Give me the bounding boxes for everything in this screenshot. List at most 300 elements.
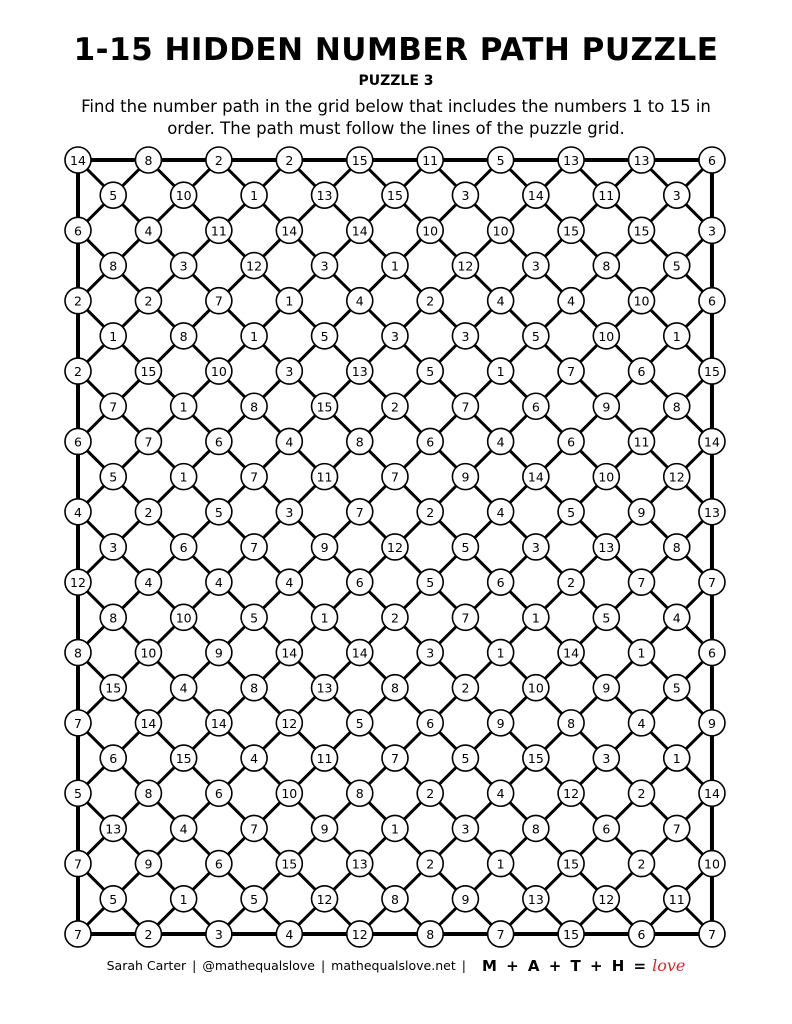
grid-node-center [523, 393, 549, 419]
node-number: 10 [598, 469, 615, 485]
grid-node-center [312, 393, 338, 419]
node-number: 12 [316, 891, 333, 907]
grid-node-center [593, 745, 619, 771]
puzzle-subtitle: PUZZLE 3 [358, 73, 434, 89]
grid-node-center [312, 323, 338, 349]
grid-node-corner [276, 147, 302, 173]
grid-node-corner [65, 640, 91, 666]
grid-node-corner [629, 147, 655, 173]
node-number: 15 [633, 223, 650, 239]
grid-node-corner [135, 217, 161, 243]
grid-node-center [593, 323, 619, 349]
node-number: 10 [140, 645, 157, 661]
grid-node-corner [699, 358, 725, 384]
grid-node-corner [347, 921, 373, 947]
node-number: 9 [214, 645, 223, 661]
grid-node-corner [699, 288, 725, 314]
grid-node-center [241, 745, 267, 771]
grid-node-center [241, 393, 267, 419]
grid-node-corner [135, 780, 161, 806]
grid-node-center [100, 393, 126, 419]
node-number: 4 [144, 575, 153, 591]
grid-node-corner [488, 710, 514, 736]
grid-node-corner [276, 851, 302, 877]
grid-node-center [100, 323, 126, 349]
node-number: 8 [74, 645, 82, 661]
node-number: 3 [531, 258, 540, 274]
grid-node-corner [699, 569, 725, 595]
grid-node-center [452, 182, 478, 208]
grid-node-corner [135, 569, 161, 595]
footer-author: Sarah Carter [106, 958, 187, 973]
node-number: 14 [351, 223, 368, 239]
node-number: 1 [250, 328, 259, 344]
grid-node-center [593, 886, 619, 912]
node-number: 7 [250, 539, 259, 555]
footer-separator: | [192, 958, 197, 973]
node-number: 2 [426, 856, 435, 872]
grid-node-corner [558, 569, 584, 595]
node-number: 15 [316, 399, 333, 415]
node-number: 14 [140, 715, 157, 731]
node-number: 11 [633, 434, 650, 450]
grid-node-corner [488, 780, 514, 806]
grid-node-center [452, 253, 478, 279]
grid-node-center [312, 534, 338, 560]
node-number: 12 [387, 539, 403, 555]
page-title: 1-15 HIDDEN NUMBER PATH PUZZLE [73, 32, 719, 68]
node-number: 10 [175, 188, 192, 204]
node-number: 11 [316, 469, 333, 485]
node-number: 13 [598, 539, 615, 555]
instructions: Find the number path in the grid below that includes the numbers 1 to 15 in order. The path must follow the lines of the puzzle grid. [81, 97, 711, 138]
grid-node-corner [417, 147, 443, 173]
grid-node-corner [488, 640, 514, 666]
grid-node-corner [629, 710, 655, 736]
node-number: 12 [563, 786, 580, 802]
node-number: 4 [496, 293, 505, 309]
node-number: 2 [391, 610, 399, 626]
grid-node-corner [276, 569, 302, 595]
node-number: 1 [391, 258, 399, 274]
grid-node-corner [276, 921, 302, 947]
node-number: 12 [598, 891, 615, 907]
node-number: 6 [531, 399, 540, 415]
footer-website: mathequalslove.net [331, 958, 456, 973]
node-number: 1 [179, 399, 188, 415]
grid-node-corner [417, 499, 443, 525]
grid-node-center [100, 464, 126, 490]
node-number: 5 [214, 504, 223, 520]
grid-node-corner [65, 147, 91, 173]
node-number: 8 [179, 328, 188, 344]
node-number: 2 [285, 153, 294, 168]
node-number: 7 [672, 821, 681, 837]
node-number: 3 [285, 504, 294, 520]
grid-node-center [664, 323, 690, 349]
grid-node-corner [347, 358, 373, 384]
node-number: 5 [250, 891, 259, 907]
grid-node-center [452, 323, 478, 349]
node-number: 6 [637, 926, 646, 942]
grid-node-corner [276, 780, 302, 806]
grid-node-center [100, 182, 126, 208]
grid-node-corner [629, 288, 655, 314]
node-number: 14 [281, 645, 298, 661]
node-number: 8 [144, 153, 153, 168]
grid-node-center [171, 464, 197, 490]
node-number: 13 [316, 188, 333, 204]
node-number: 2 [637, 856, 646, 872]
grid-node-center [312, 815, 338, 841]
footer-love-logo: love [652, 956, 686, 975]
grid-node-center [171, 534, 197, 560]
node-number: 4 [496, 434, 505, 450]
node-number: 15 [563, 223, 580, 239]
node-number: 9 [320, 539, 329, 555]
grid-node-corner [558, 358, 584, 384]
node-number: 6 [707, 153, 716, 168]
grid-node-corner [347, 499, 373, 525]
node-number: 2 [461, 680, 470, 696]
footer-separator: | [320, 958, 326, 973]
node-number: 15 [387, 188, 403, 204]
node-number: 8 [531, 821, 540, 837]
node-number: 1 [285, 293, 294, 309]
grid-node-center [382, 323, 408, 349]
node-number: 1 [179, 469, 188, 485]
node-number: 6 [707, 645, 716, 661]
node-number: 5 [355, 715, 364, 731]
node-number: 3 [602, 751, 611, 767]
node-number: 6 [179, 539, 188, 555]
node-number: 1 [672, 328, 681, 344]
footer-brand: M + A + T + H = [481, 957, 649, 975]
grid-nodes [65, 147, 725, 947]
node-number: 14 [281, 223, 298, 239]
node-number: 7 [707, 575, 716, 591]
grid-node-corner [347, 640, 373, 666]
node-number: 8 [391, 891, 399, 907]
node-number: 2 [426, 293, 435, 309]
node-number: 5 [567, 504, 576, 520]
node-number: 5 [74, 786, 82, 802]
grid-node-center [382, 675, 408, 701]
grid-node-center [593, 464, 619, 490]
grid-node-center [593, 534, 619, 560]
grid-node-center [523, 253, 549, 279]
grid-node-center [171, 253, 197, 279]
node-number: 5 [109, 469, 118, 485]
node-number: 7 [250, 469, 259, 485]
grid-node-corner [629, 851, 655, 877]
grid-node-center [100, 253, 126, 279]
node-number: 15 [527, 751, 544, 767]
grid-node-corner [347, 147, 373, 173]
grid-node-corner [206, 288, 232, 314]
grid-node-center [382, 253, 408, 279]
grid-node-corner [699, 499, 725, 525]
node-number: 7 [74, 715, 82, 731]
grid-node-center [523, 604, 549, 630]
node-number: 7 [74, 926, 82, 942]
grid-node-corner [276, 428, 302, 454]
node-number: 4 [74, 504, 82, 520]
grid-node-center [171, 886, 197, 912]
grid-node-corner [65, 288, 91, 314]
node-number: 8 [426, 926, 435, 942]
node-number: 1 [250, 188, 259, 204]
node-number: 13 [351, 364, 368, 380]
node-number: 3 [109, 539, 118, 555]
node-number: 10 [527, 680, 544, 696]
node-number: 15 [281, 856, 298, 872]
grid-node-corner [558, 288, 584, 314]
grid-node-center [593, 604, 619, 630]
node-number: 13 [527, 891, 544, 907]
grid-node-center [241, 815, 267, 841]
node-number: 3 [179, 258, 188, 274]
node-number: 13 [633, 153, 650, 168]
grid-node-center [241, 464, 267, 490]
node-number: 4 [567, 293, 576, 309]
grid-node-corner [629, 217, 655, 243]
grid-node-corner [65, 921, 91, 947]
node-number: 6 [496, 575, 505, 591]
grid-node-corner [417, 780, 443, 806]
node-number: 8 [672, 399, 681, 415]
grid-node-corner [276, 288, 302, 314]
grid-node-center [523, 464, 549, 490]
node-number: 10 [281, 786, 298, 802]
grid-node-center [241, 886, 267, 912]
grid-node-corner [65, 780, 91, 806]
node-number: 8 [672, 539, 681, 555]
grid-node-center [523, 675, 549, 701]
node-number: 7 [250, 821, 259, 837]
node-number: 1 [496, 645, 505, 661]
node-number: 2 [567, 575, 576, 591]
node-number: 1 [637, 645, 646, 661]
node-number: 10 [704, 856, 720, 872]
grid-node-corner [699, 147, 725, 173]
grid-node-center [664, 815, 690, 841]
grid-node-corner [135, 640, 161, 666]
grid-node-corner [699, 640, 725, 666]
grid-node-center [382, 815, 408, 841]
grid-node-corner [347, 569, 373, 595]
grid-node-corner [699, 217, 725, 243]
node-number: 6 [637, 364, 646, 380]
node-number: 4 [355, 293, 364, 309]
grid-node-corner [347, 780, 373, 806]
grid-node-center [523, 815, 549, 841]
grid-node-center [312, 604, 338, 630]
node-number: 11 [422, 153, 439, 168]
grid-node-center [664, 745, 690, 771]
node-number: 5 [426, 575, 435, 591]
node-number: 5 [426, 364, 435, 380]
grid-node-center [382, 534, 408, 560]
grid-node-center [593, 393, 619, 419]
node-number: 5 [602, 610, 611, 626]
grid-node-center [171, 604, 197, 630]
grid-node-corner [417, 217, 443, 243]
grid-node-center [523, 886, 549, 912]
node-number: 15 [704, 364, 720, 380]
grid-node-corner [558, 428, 584, 454]
node-number: 14 [704, 434, 720, 450]
grid-node-center [100, 815, 126, 841]
node-number: 10 [633, 293, 650, 309]
node-number: 3 [426, 645, 435, 661]
node-number: 4 [637, 715, 646, 731]
grid-node-corner [417, 851, 443, 877]
node-number: 2 [637, 786, 646, 802]
grid-node-center [523, 323, 549, 349]
grid-node-corner [629, 780, 655, 806]
grid-node-corner [206, 428, 232, 454]
grid-node-corner [206, 640, 232, 666]
node-number: 8 [144, 786, 153, 802]
node-number: 6 [74, 223, 82, 239]
grid-node-center [664, 464, 690, 490]
grid-node-center [241, 604, 267, 630]
node-number: 9 [602, 399, 611, 415]
grid-node-corner [629, 358, 655, 384]
grid-node-corner [65, 569, 91, 595]
node-number: 7 [707, 926, 716, 942]
node-number: 4 [672, 610, 681, 626]
node-number: 10 [422, 223, 439, 239]
grid-node-corner [488, 921, 514, 947]
node-number: 6 [355, 575, 364, 591]
node-number: 6 [109, 751, 118, 767]
node-number: 3 [461, 821, 470, 837]
grid-node-center [312, 464, 338, 490]
node-number: 2 [391, 399, 399, 415]
node-number: 14 [563, 645, 580, 661]
grid-node-center [241, 534, 267, 560]
grid-node-corner [558, 851, 584, 877]
node-number: 10 [492, 223, 509, 239]
node-number: 7 [461, 399, 470, 415]
node-number: 8 [250, 399, 259, 415]
node-number: 3 [461, 188, 470, 204]
grid-node-corner [558, 640, 584, 666]
node-number: 15 [563, 926, 580, 942]
node-number: 5 [461, 751, 470, 767]
node-number: 2 [426, 786, 435, 802]
grid-node-center [312, 745, 338, 771]
grid-node-center [171, 815, 197, 841]
node-number: 9 [602, 680, 611, 696]
grid-node-corner [699, 710, 725, 736]
grid-node-corner [347, 288, 373, 314]
node-number: 3 [285, 364, 294, 380]
grid-node-center [382, 604, 408, 630]
node-number: 8 [109, 610, 118, 626]
grid-node-center [100, 534, 126, 560]
grid-node-center [452, 815, 478, 841]
node-number: 1 [531, 610, 540, 626]
node-number: 12 [668, 469, 685, 485]
node-number: 13 [316, 680, 333, 696]
node-number: 15 [140, 364, 157, 380]
node-number: 6 [214, 786, 223, 802]
grid-node-center [312, 675, 338, 701]
node-number: 10 [210, 364, 227, 380]
grid-node-corner [135, 710, 161, 736]
grid-node-center [382, 393, 408, 419]
node-number: 13 [105, 821, 122, 837]
node-number: 8 [602, 258, 611, 274]
grid-node-corner [135, 428, 161, 454]
grid-node-center [171, 182, 197, 208]
node-number: 9 [461, 891, 470, 907]
grid-node-corner [417, 921, 443, 947]
grid-node-corner [488, 217, 514, 243]
grid-node-corner [135, 499, 161, 525]
node-number: 5 [109, 188, 118, 204]
grid-node-center [100, 886, 126, 912]
node-number: 5 [531, 328, 540, 344]
node-number: 3 [214, 926, 223, 942]
grid-node-corner [347, 710, 373, 736]
grid-node-corner [135, 851, 161, 877]
node-number: 9 [707, 715, 716, 731]
node-number: 13 [563, 153, 580, 168]
grid-node-corner [347, 217, 373, 243]
node-number: 1 [179, 891, 188, 907]
node-number: 1 [320, 610, 329, 626]
grid-node-center [171, 675, 197, 701]
node-number: 12 [246, 258, 263, 274]
node-number: 5 [109, 891, 118, 907]
grid-node-corner [417, 358, 443, 384]
grid-node-center [664, 253, 690, 279]
node-number: 13 [351, 856, 368, 872]
grid-node-corner [629, 640, 655, 666]
grid-node-corner [65, 499, 91, 525]
node-number: 4 [285, 434, 294, 450]
grid-node-center [593, 815, 619, 841]
grid-node-center [241, 253, 267, 279]
node-number: 6 [707, 293, 716, 309]
node-number: 3 [461, 328, 470, 344]
grid-node-center [382, 464, 408, 490]
node-number: 5 [496, 153, 505, 168]
node-number: 8 [355, 434, 364, 450]
node-number: 15 [105, 680, 122, 696]
node-number: 5 [672, 258, 681, 274]
grid-node-center [452, 886, 478, 912]
node-number: 12 [457, 258, 474, 274]
grid-node-corner [488, 147, 514, 173]
grid-node-corner [558, 217, 584, 243]
node-number: 9 [461, 469, 470, 485]
grid-node-corner [206, 921, 232, 947]
grid-node-corner [488, 851, 514, 877]
node-number: 8 [250, 680, 259, 696]
node-number: 7 [391, 469, 399, 485]
grid-node-center [241, 323, 267, 349]
grid-node-center [664, 886, 690, 912]
node-number: 4 [144, 223, 153, 239]
grid-node-corner [699, 851, 725, 877]
node-number: 7 [637, 575, 646, 591]
grid-node-center [593, 253, 619, 279]
